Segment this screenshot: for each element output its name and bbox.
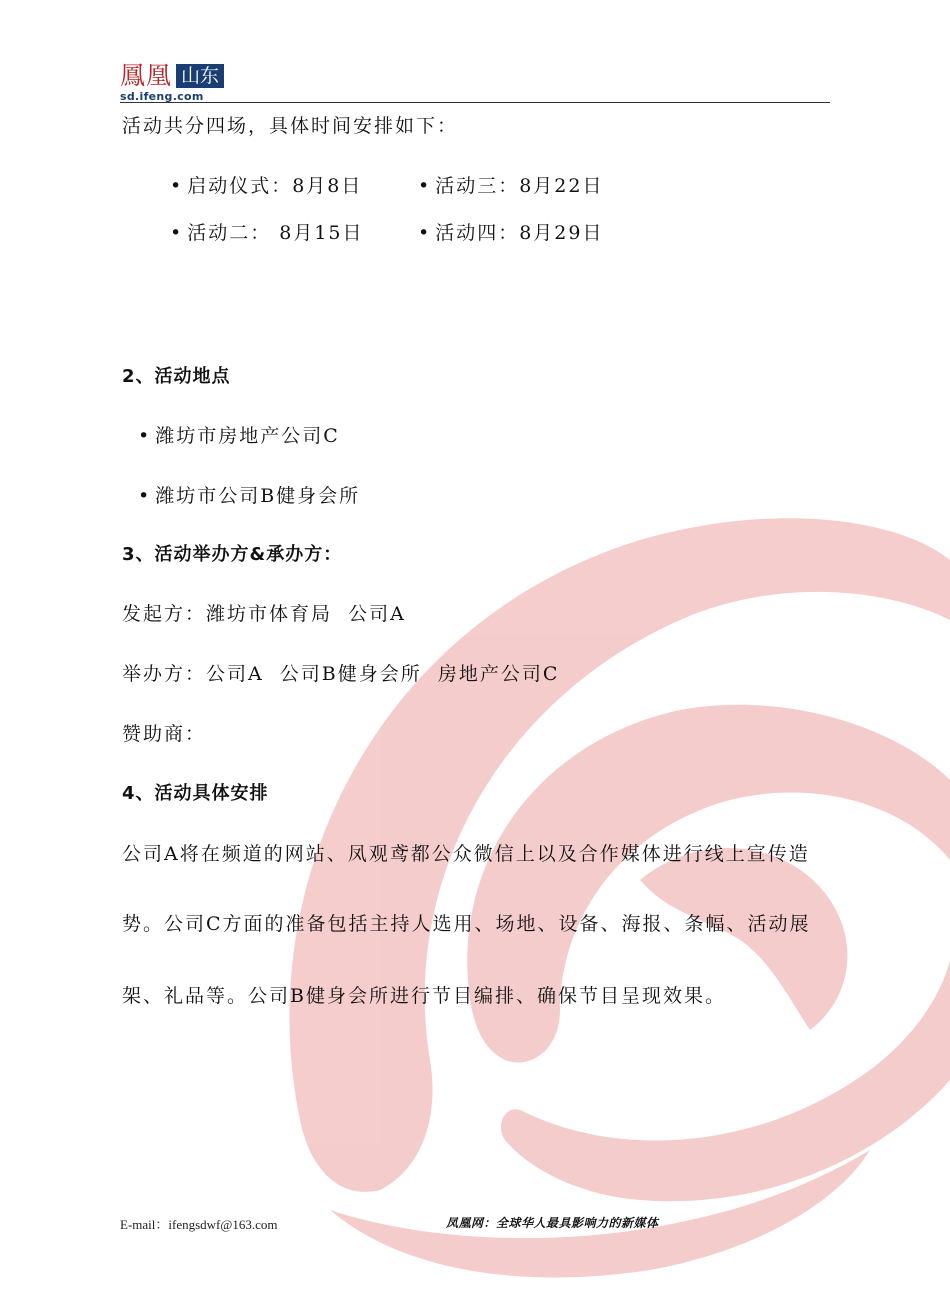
arrangement-line: 架、礼品等。公司B健身会所进行节目编排、确保节目呈现效果。 [122,985,726,1007]
schedule-intro: 活动共分四场，具体时间安排如下： [122,115,459,137]
footer-slogan: 凤凰网：全球华人最具影响力的新媒体 [446,1216,659,1230]
location-item: • 潍坊市房地产公司C [138,424,340,448]
section-heading-location: 2、活动地点 [122,366,231,387]
sponsor-line: 赞助商： [122,723,207,745]
logo-region: 山东 [176,64,224,88]
schedule-item: • 活动四：8月29日 [418,221,603,245]
logo-text: 鳳凰 [120,61,173,90]
schedule-item: • 活动二： 8月15日 [170,221,364,245]
footer-email: E-mail：ifengsdwf@163.com [120,1217,278,1232]
section-heading-organizers: 3、活动举办方&承办方： [122,544,343,565]
schedule-item: • 活动三：8月22日 [418,174,603,198]
initiator-line: 发起方：潍坊市体育局 公司A [122,603,406,625]
organizer-line: 举办方：公司A 公司B健身会所 房地产公司C [122,663,560,685]
section-heading-arrangement: 4、活动具体安排 [122,783,269,804]
logo-url: sd.ifeng.com [120,90,204,103]
schedule-item: • 启动仪式：8月8日 [170,174,362,198]
arrangement-line: 势。公司C方面的准备包括主持人选用、场地、设备、海报、条幅、活动展 [122,913,811,935]
arrangement-line: 公司A将在频道的网站、凤观鸢都公众微信上以及合作媒体进行线上宣传造 [122,843,810,865]
location-item: • 潍坊市公司B健身会所 [138,484,360,508]
